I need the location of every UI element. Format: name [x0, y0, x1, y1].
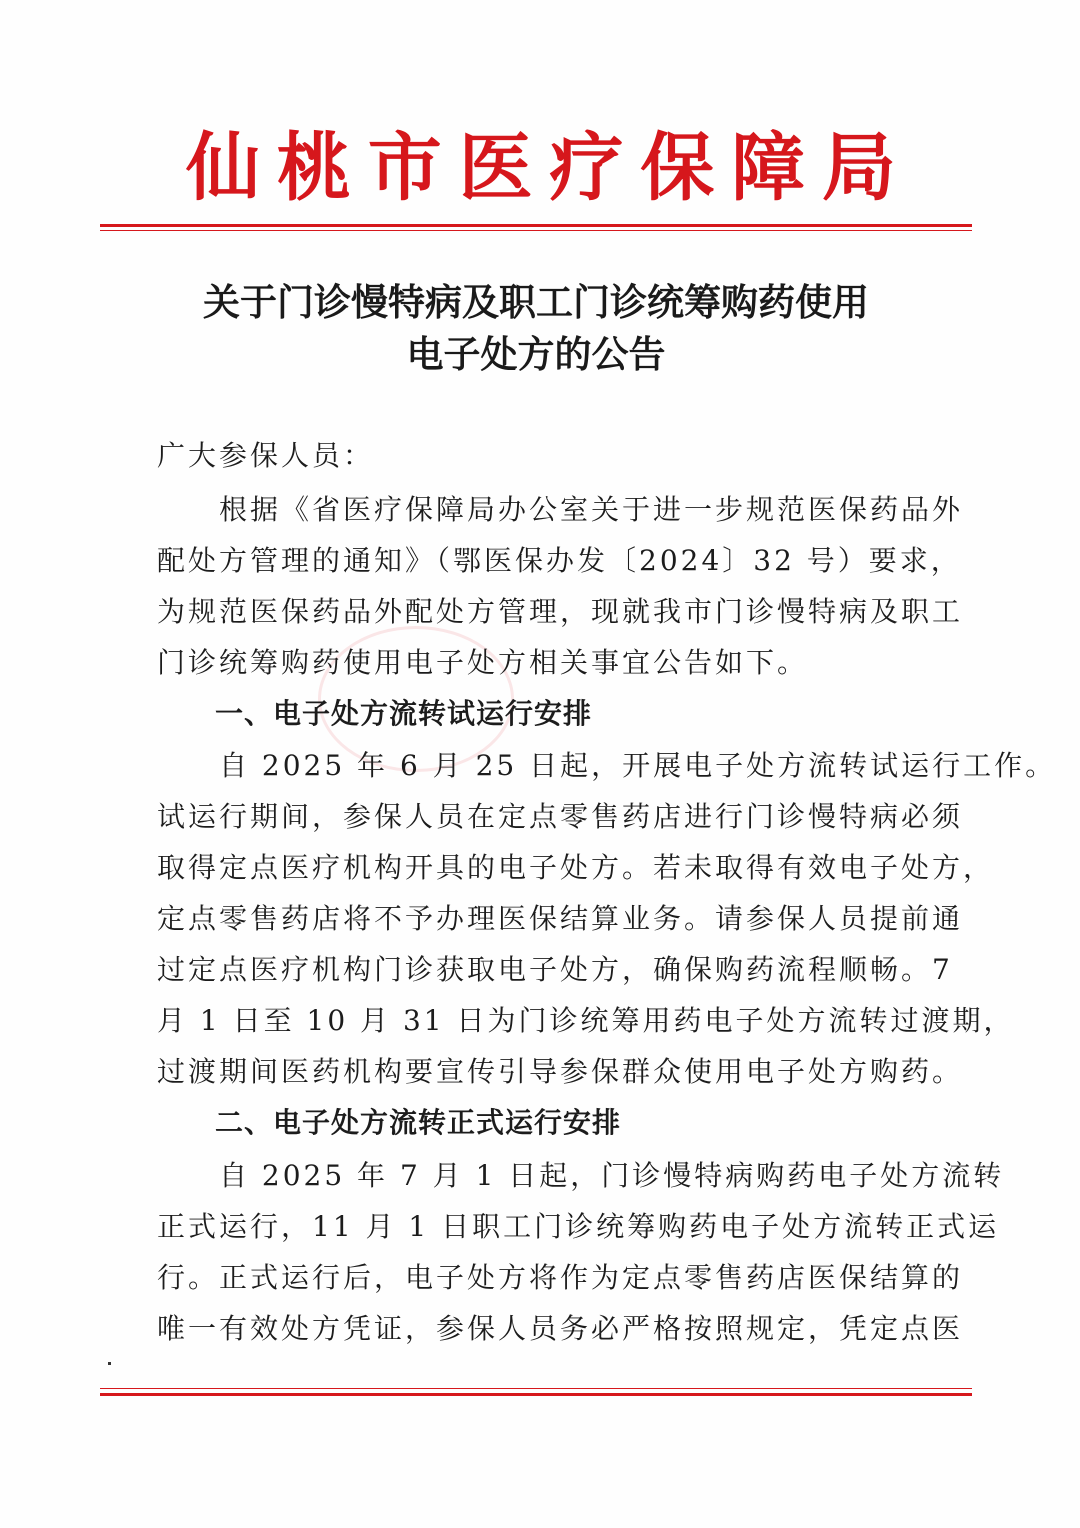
salutation: 广大参保人员： [157, 439, 375, 472]
body-line: 过定点医疗机构门诊获取电子处方，确保购药流程顺畅。7 [157, 953, 953, 986]
agency-char: 医 [458, 125, 533, 211]
agency-char: 障 [731, 125, 806, 211]
footer-divider-thick [100, 1393, 972, 1396]
document-title-line-1: 关于门诊慢特病及职工门诊统筹购药使用 [203, 280, 869, 324]
agency-header [100, 118, 980, 218]
document-title-line-2: 电子处方的公告 [406, 332, 666, 376]
agency-char: 保 [640, 125, 715, 211]
agency-char: 桃 [276, 125, 351, 211]
body-line: 试运行期间，参保人员在定点零售药店进行门诊慢特病必须 [157, 800, 964, 833]
body-line: 根据《省医疗保障局办公室关于进一步规范医保药品外 [157, 493, 964, 526]
body-line: 为规范医保药品外配处方管理，现就我市门诊慢特病及职工 [157, 595, 964, 628]
footer-divider-thin [100, 1388, 972, 1389]
header-divider-thick [100, 224, 972, 227]
agency-char: 仙 [186, 125, 260, 211]
body-line: 门诊统筹购药使用电子处方相关事宜公告如下。 [157, 646, 809, 679]
body-line: 配处方管理的通知》（鄂医保办发〔2024〕32 号）要求， [157, 544, 962, 577]
agency-char: 市 [367, 125, 442, 211]
agency-char: 疗 [549, 125, 624, 211]
page-mark [108, 1362, 111, 1365]
body-line: 取得定点医疗机构开具的电子处方。若未取得有效电子处方， [157, 851, 995, 884]
body-line: 月 1 日至 10 月 31 日为门诊统筹用药电子处方流转过渡期， [157, 1004, 1015, 1037]
body-line: 唯一有效处方凭证，参保人员务必严格按照规定，凭定点医 [157, 1312, 964, 1345]
body-line: 定点零售药店将不予办理医保结算业务。请参保人员提前通 [157, 902, 964, 935]
section-heading-1: 一、电子处方流转试运行安排 [157, 697, 593, 730]
body-line: 自 2025 年 6 月 25 日起，开展电子处方流转试运行工作。 [157, 749, 1057, 782]
agency-char: 局 [821, 125, 896, 211]
header-divider-thin [100, 230, 972, 231]
body-line: 正式运行，11 月 1 日职工门诊统筹购药电子处方流转正式运 [157, 1210, 1000, 1243]
body-line: 行。正式运行后，电子处方将作为定点零售药店医保结算的 [157, 1261, 964, 1294]
body-line: 自 2025 年 7 月 1 日起，门诊慢特病购药电子处方流转 [157, 1159, 1005, 1192]
section-heading-2: 二、电子处方流转正式运行安排 [157, 1106, 622, 1139]
body-line: 过渡期间医药机构要宣传引导参保群众使用电子处方购药。 [157, 1055, 964, 1088]
